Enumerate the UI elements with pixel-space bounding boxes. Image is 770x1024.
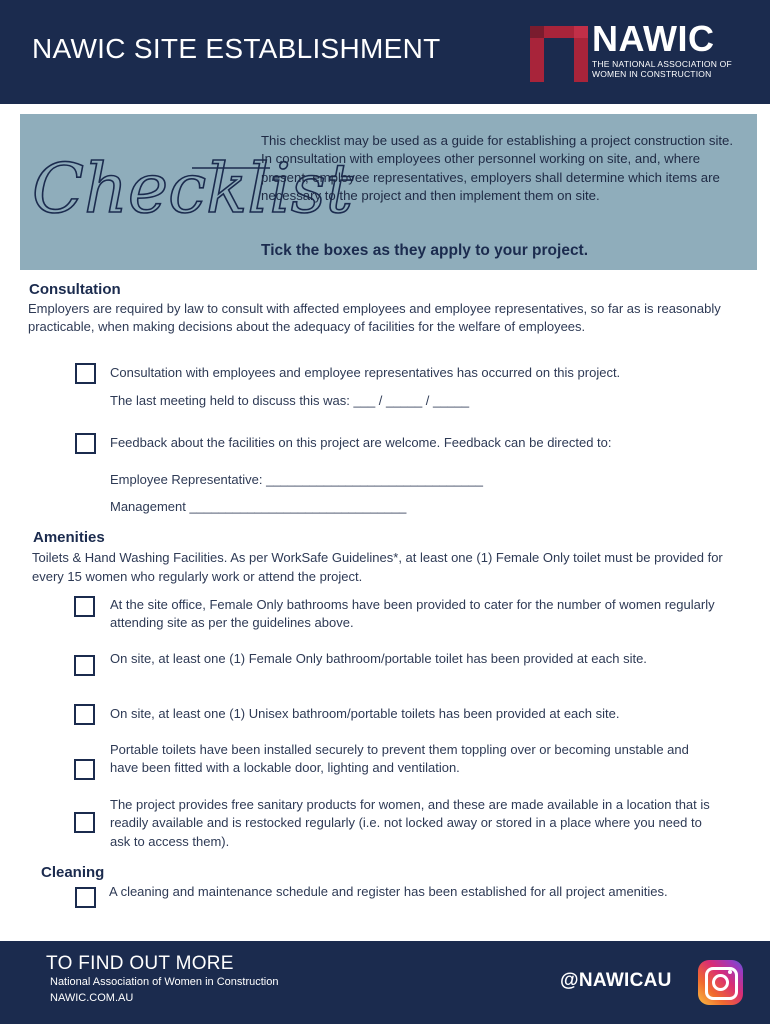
page-footer: [0, 941, 770, 1024]
instagram-icon[interactable]: [698, 960, 743, 1005]
footer-website-link[interactable]: NAWIC.COM.AU: [50, 992, 134, 1004]
instagram-icon-lens: [712, 974, 729, 991]
employee-rep-field[interactable]: Employee Representative: ______________________________: [110, 472, 483, 487]
consultation-item-2: Feedback about the facilities on this project are welcome. Feedback can be directed to:: [110, 435, 612, 450]
checklist-script-title: [32, 124, 354, 234]
amenities-description: Toilets & Hand Washing Facilities. As per WorkSafe Guidelines*, at least one (1) Female Only toilet must be provided for every 15 women who regularly work or attend the project.: [32, 550, 723, 584]
amenities-checkbox-3[interactable]: [74, 704, 95, 725]
consultation-title: Consultation: [29, 281, 121, 298]
svg-text:Checklist: Checklist: [32, 150, 354, 229]
amenities-item-5: The project provides free sanitary products for women, and these are made available in a location that is readily available and is restocked regularly (i.e. not locked away or stored in a place where you need to ask to access them).: [110, 797, 710, 849]
footer-org-name: National Association of Women in Construction: [50, 976, 279, 988]
consultation-checkbox-1[interactable]: [75, 363, 96, 384]
consultation-description: Employers are required by law to consult with affected employees and employee representatives, so far as is reasonably practicable, when making decisions about the adequacy of facilities for the welfare of employees.: [28, 301, 721, 334]
amenities-checkbox-5[interactable]: [74, 812, 95, 833]
instagram-icon-dot: [728, 970, 732, 974]
logo-subtitle-1: THE NATIONAL ASSOCIATION OF: [592, 59, 732, 69]
logo-wordmark: NAWIC: [592, 18, 715, 59]
intro-text: This checklist may be used as a guide for establishing a project construction site. In consultation with employees other personnel working on site, and, where present, employee representatives, employers shall determine which items are necessary to the project and then implement them on site.: [261, 133, 734, 203]
nawic-logo: [530, 18, 750, 84]
consultation-item-1: Consultation with employees and employee representatives has occurred on this project.: [110, 365, 621, 380]
last-meeting-field[interactable]: The last meeting held to discuss this was: ___ / _____ / _____: [110, 393, 470, 408]
cleaning-title: Cleaning: [41, 864, 105, 881]
cleaning-item-1: A cleaning and maintenance schedule and register has been established for all project amenities.: [109, 884, 668, 899]
intro-panel: [20, 114, 757, 270]
footer-title: TO FIND OUT MORE: [46, 953, 234, 974]
management-field[interactable]: Management ______________________________: [110, 499, 407, 514]
amenities-item-3: On site, at least one (1) Unisex bathroom/portable toilets has been provided at each site.: [110, 706, 620, 721]
amenities-checkbox-2[interactable]: [74, 655, 95, 676]
logo-subtitle-2: WOMEN IN CONSTRUCTION: [592, 69, 712, 79]
page-header: [0, 0, 770, 104]
amenities-item-4: Portable toilets have been installed securely to prevent them toppling over or becoming unstable and have been fitted with a lockable door, lighting and ventilation.: [110, 742, 689, 776]
consultation-checkbox-2[interactable]: [75, 433, 96, 454]
social-handle[interactable]: @NAWICAU: [560, 970, 672, 991]
page-title: NAWIC SITE ESTABLISHMENT: [32, 33, 441, 64]
nawic-logo-mark-icon: [530, 26, 588, 82]
amenities-checkbox-4[interactable]: [74, 759, 95, 780]
amenities-item-2: On site, at least one (1) Female Only bathroom/portable toilet has been provided at each site.: [110, 651, 647, 666]
amenities-checkbox-1[interactable]: [74, 596, 95, 617]
amenities-title: Amenities: [33, 529, 105, 546]
intro-instruction: Tick the boxes as they apply to your project.: [261, 242, 589, 259]
cleaning-checkbox-1[interactable]: [75, 887, 96, 908]
amenities-item-1: At the site office, Female Only bathrooms have been provided to cater for the number of women regularly attending site as per the guidelines above.: [110, 597, 715, 631]
